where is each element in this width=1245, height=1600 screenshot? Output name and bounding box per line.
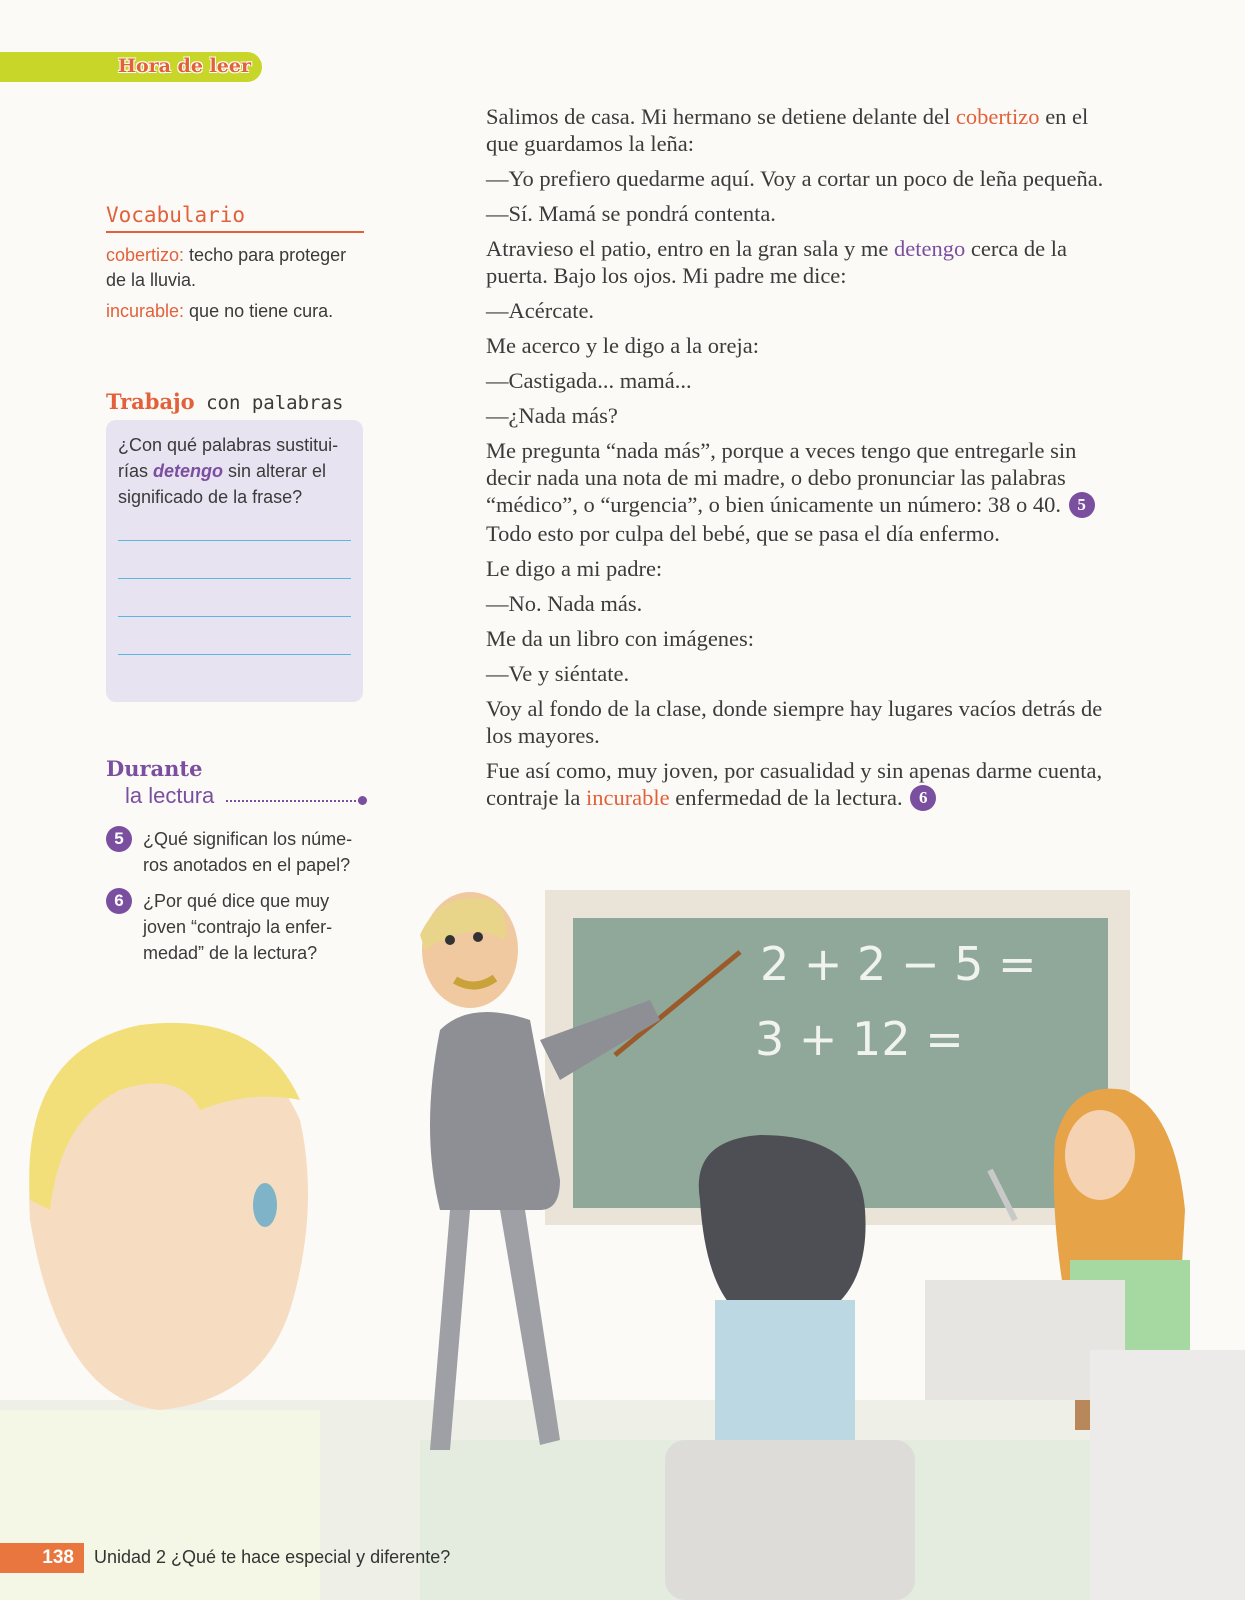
chair bbox=[665, 1440, 915, 1600]
story-paragraph: Me da un libro con imágenes: bbox=[486, 625, 755, 651]
board-text-line1: 2 + 2 − 5 = bbox=[760, 937, 1037, 991]
section-tab bbox=[0, 52, 262, 82]
question-marker: 5 bbox=[1069, 492, 1095, 518]
answer-line[interactable] bbox=[118, 616, 351, 617]
vocabulary-list bbox=[106, 243, 368, 330]
vocabulary-title: Vocabulario bbox=[106, 203, 364, 233]
vocab-highlight: incurable bbox=[585, 784, 670, 810]
story-paragraph: Fue así como, muy joven, por casualidad y sin apenas darme cuenta, contraje la incurable enfermedad de la lectura. 6 bbox=[486, 757, 1103, 810]
question-marker: 6 bbox=[910, 785, 936, 811]
dotted-divider bbox=[226, 800, 360, 802]
story-paragraph: —Sí. Mamá se pondrá contenta. bbox=[486, 201, 776, 226]
story-paragraph: —Castigada... mamá... bbox=[486, 368, 692, 393]
vocab-definition: que no tiene cura. bbox=[184, 301, 334, 321]
trabajo-title bbox=[106, 389, 343, 415]
student-blond-boy bbox=[0, 1023, 320, 1600]
vocab-highlight: cobertizo bbox=[955, 104, 1040, 129]
trabajo-title-bold: Trabajo bbox=[106, 389, 195, 414]
vocab-term: cobertizo: bbox=[106, 245, 185, 265]
classroom-illustration bbox=[0, 880, 1245, 1600]
durante-title-line2: la lectura bbox=[125, 783, 215, 808]
page-number-tab bbox=[0, 1543, 84, 1573]
trabajo-title-rest: con palabras bbox=[194, 392, 344, 414]
story-paragraph: —Acércate. bbox=[486, 298, 595, 323]
trabajo-question-word: detengo bbox=[153, 461, 224, 481]
story-paragraph: —¿Nada más? bbox=[486, 403, 618, 428]
board-text-line2: 3 + 12 = bbox=[755, 1012, 964, 1066]
trabajo-question-end: sin alterar el significado de la frase? bbox=[118, 461, 327, 507]
trabajo-question-start: ¿Con qué palabras sustituirías bbox=[118, 435, 339, 481]
trabajo-box bbox=[106, 420, 363, 702]
desk-right bbox=[1090, 1350, 1245, 1600]
vocab-term: incurable: bbox=[106, 301, 185, 321]
vocab-entry bbox=[106, 299, 368, 324]
story-paragraph: Voy al fondo de la clase, donde siempre hay lugares vacíos detrás de los mayores. bbox=[486, 695, 1103, 748]
trabajo-question bbox=[118, 432, 353, 510]
word-highlight: detengo bbox=[893, 236, 966, 261]
reading-question bbox=[106, 826, 368, 878]
vocab-entry bbox=[106, 243, 368, 293]
answer-line[interactable] bbox=[118, 540, 351, 541]
story-paragraph: Le digo a mi padre: bbox=[486, 555, 663, 581]
question-number-badge: 5 bbox=[106, 826, 132, 852]
answer-line[interactable] bbox=[118, 578, 351, 579]
story-text bbox=[486, 103, 1106, 821]
section-title: Hora de leer bbox=[118, 55, 251, 77]
story-paragraph: Salimos de casa. Mi hermano se detiene delante del cobertizo en el que guardamos la leña: bbox=[486, 104, 1089, 156]
question-number-badge: 6 bbox=[106, 888, 132, 914]
story-paragraph: —Yo prefiero quedarme aquí. Voy a cortar un poco de leña pequeña. bbox=[486, 166, 1104, 191]
question-text: ¿Por qué dice que muy joven “contrajo la enfermedad” de la lectura? bbox=[143, 891, 333, 963]
answer-line[interactable] bbox=[118, 654, 351, 655]
durante-title bbox=[106, 756, 214, 809]
story-paragraph: Me acerco y le digo a la oreja: bbox=[486, 333, 759, 358]
story-paragraph: Me pregunta “nada más”, porque a veces tengo que entregarle sin decir nada una nota de mi madre, o debo pronunciar las palabras “médico”, o “urgencia”, o bien únicamente un número: 38 o 40. 5 Todo esto por culpa del bebé, que se pasa el día enfermo. bbox=[486, 437, 1106, 547]
story-paragraph: —No. Nada más. bbox=[486, 590, 643, 616]
durante-title-line1: Durante bbox=[106, 756, 203, 781]
vocab-definition: techo para proteger de la lluvia. bbox=[106, 245, 347, 290]
divider-dot bbox=[358, 796, 367, 805]
story-paragraph: Atravieso el patio, entro en la gran sala y me detengo cerca de la puerta. Bajo los ojos. Mi padre me dice: bbox=[486, 236, 1068, 288]
unit-footer: Unidad 2 ¿Qué te hace especial y diferente? bbox=[94, 1547, 451, 1567]
student-dark-hair bbox=[699, 1135, 866, 1440]
question-text: ¿Qué significan los números anotados en el papel? bbox=[143, 829, 353, 875]
story-paragraph: —Ve y siéntate. bbox=[486, 660, 630, 686]
page-number: 138 bbox=[42, 1547, 74, 1568]
